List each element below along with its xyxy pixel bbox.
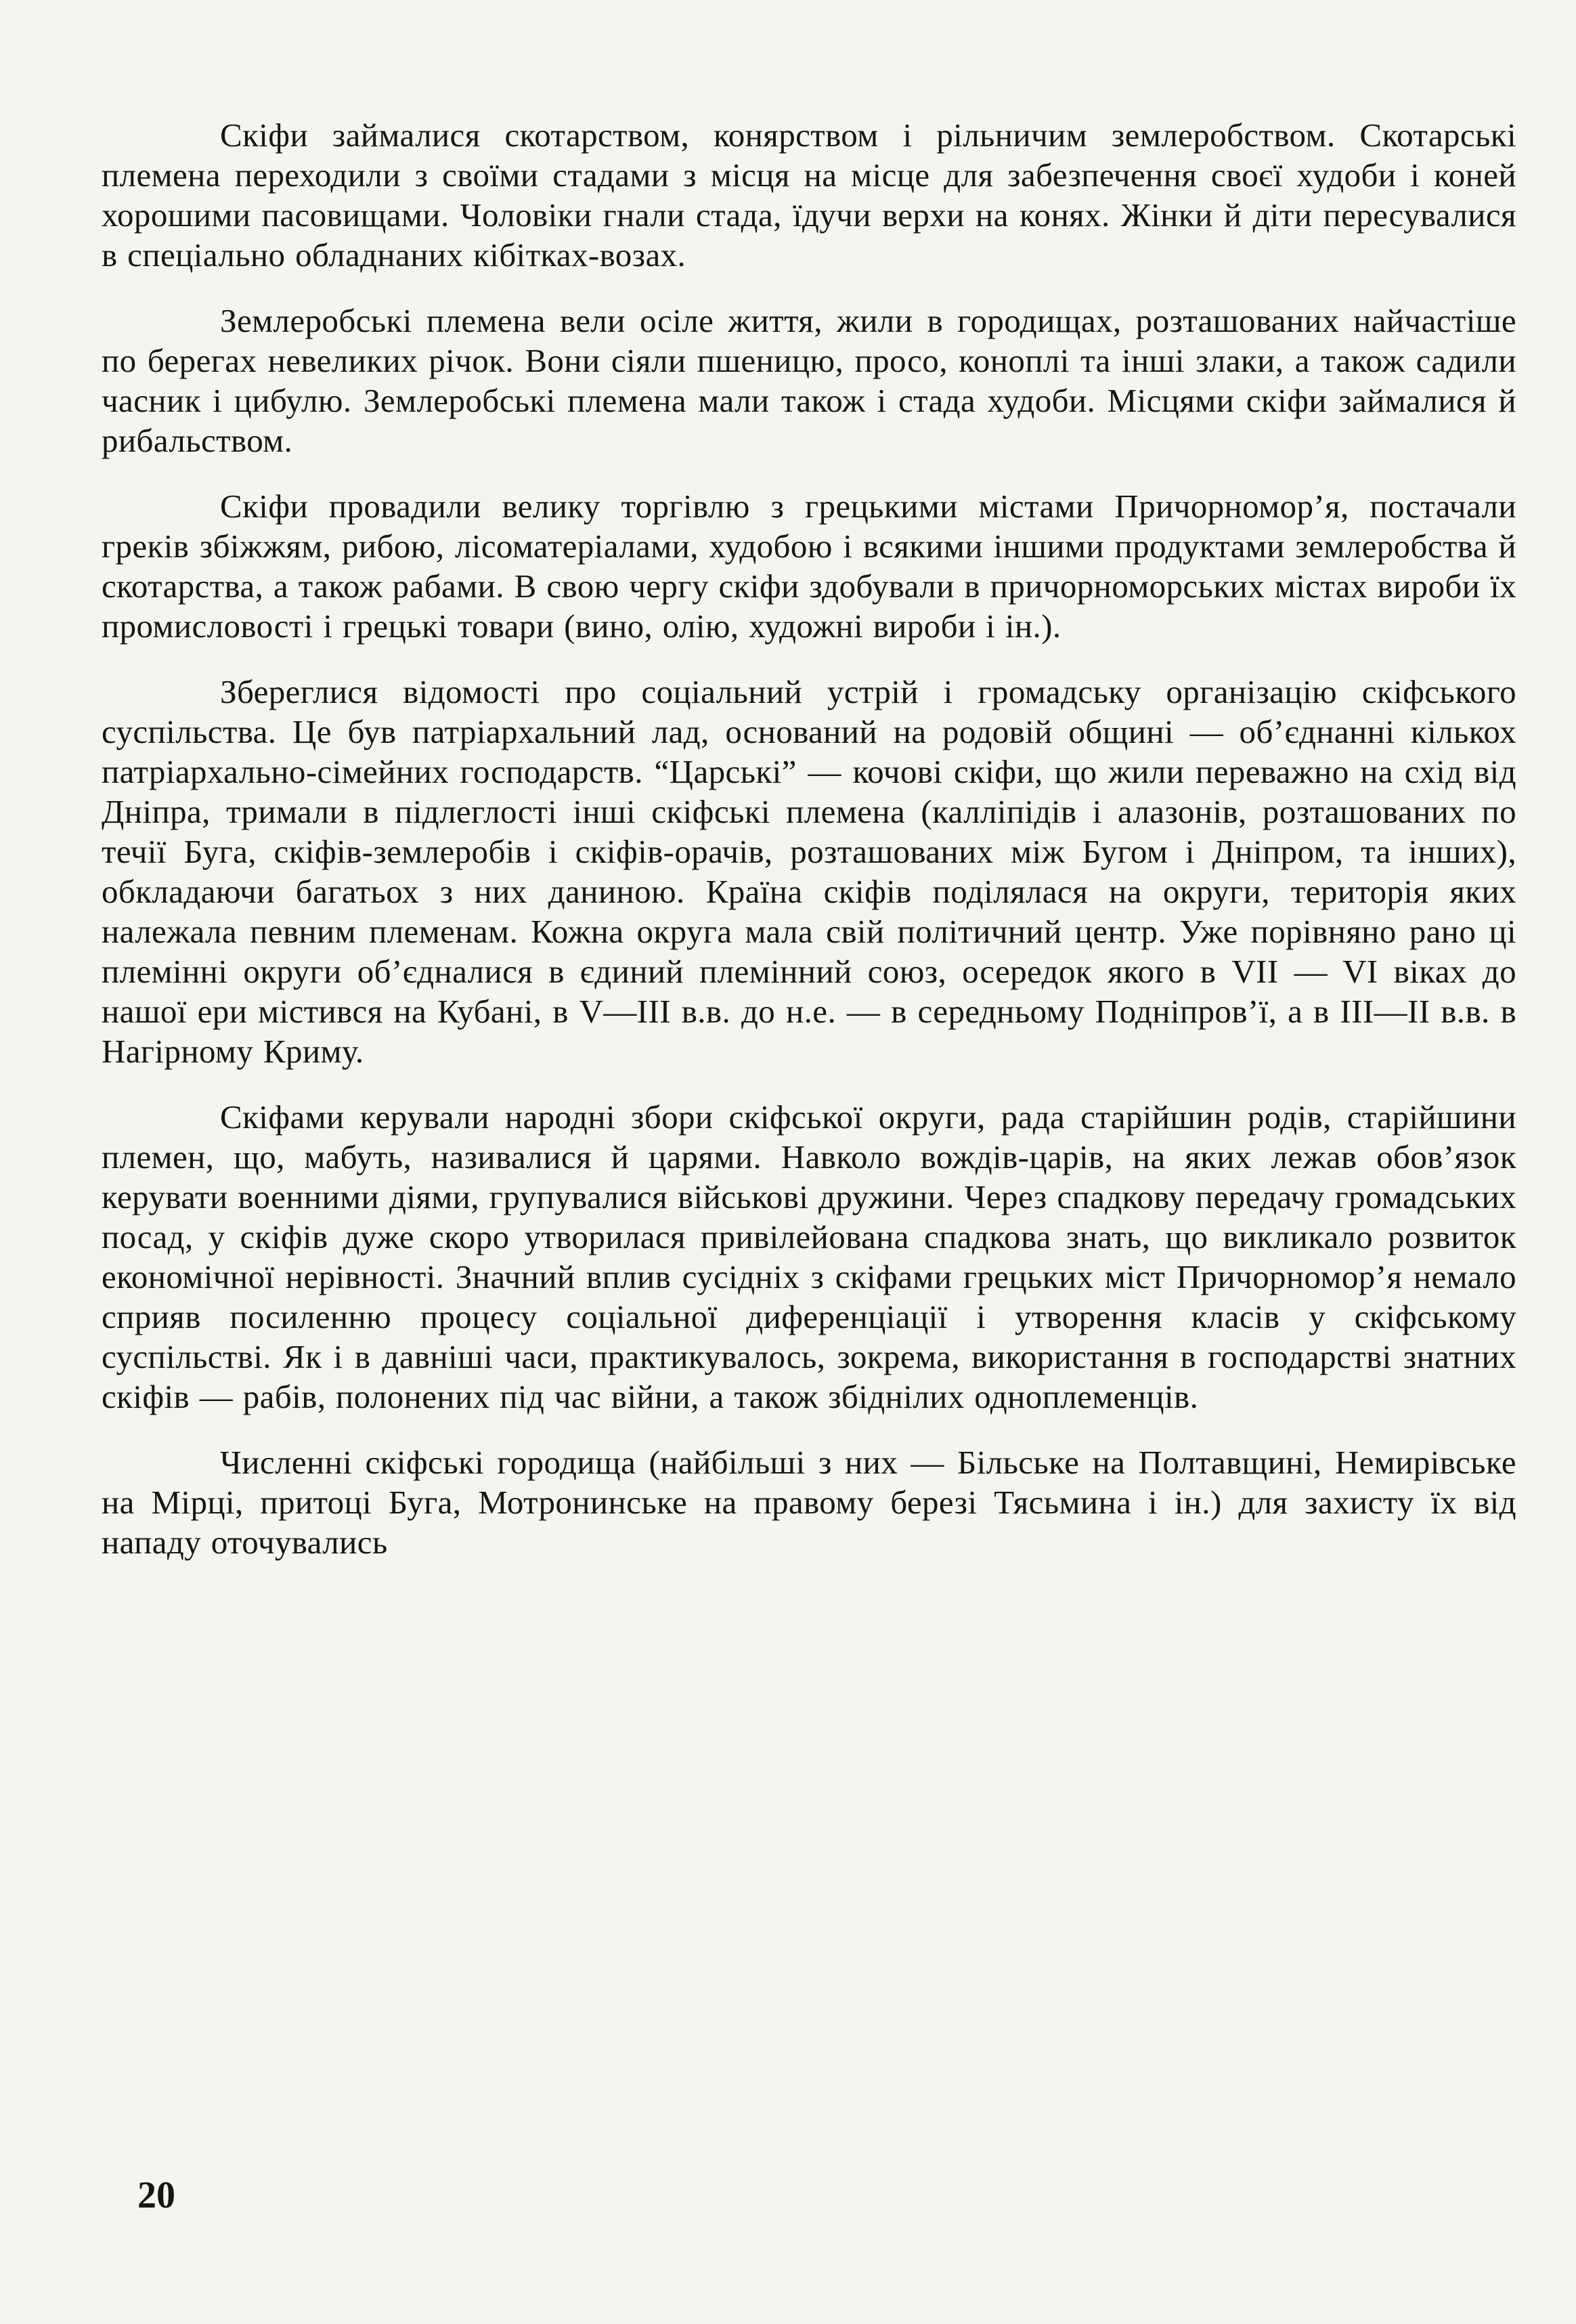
paragraph-2: Землеробські племена вели осіле життя, жили в городищах, розташованих найчастіше по берегах невеликих річок. Вони сіяли пшеницю, просо, коноплі та інші злаки, а також садили часник і цибулю. Землеробські племена мали також і стада худоби. Місцями скіфи займалися й рибальством.	[102, 302, 1516, 459]
paragraph-6: Численні скіфські городища (найбільші з них — Більське на Полтавщині, Немирівське на Мірці, притоці Буга, Мотронинське на правому березі Тясьмина і ін.) для захисту їх від нападу оточувались	[102, 1444, 1516, 1561]
paragraph-1: Скіфи займалися скотарством, конярством і рільничим землеробством. Скотарські племена переходили з своїми стадами з місця на місце для забезпечення своєї худоби і коней хорошими пасовищами. Чоловіки гнали стада, їдучи верхи на конях. Жінки й діти пересувалися в спеціально обладнаних кібітках-возах.	[102, 116, 1516, 274]
paragraph-5: Скіфами керували народні збори скіфської округи, рада старійшин родів, старійшини племен, що, мабуть, називалися й царями. Навколо вождів-царів, на яких лежав обов’язок керувати военними діями, групувалися військові дружини. Через спадкову передачу громадських посад, у скіфів дуже скоро утворилася привілейована спадкова знать, що викликало розвиток економічної нерівності. Значний вплив сусідніх з скіфами грецьких міст Причорномор’я немало сприяв посиленню процесу соціальної диференціації і утворення класів у скіфському суспільстві. Як і в давніші часи, практикувалось, зокрема, використання в господарстві знатних скіфів — рабів, полонених під час війни, а також збіднілих одноплеменців.	[102, 1098, 1516, 1415]
paragraph-4: Збереглися відомості про соціальний устрій і громадську організацію скіфського суспільства. Це був патріархальний лад, оснований на родовій общині — об’єднанні кількох патріархально-сімейних господарств. “Царські” — кочові скіфи, що жили переважно на схід від Дніпра, тримали в підлеглості інші скіфські племена (калліпідів і алазонів, розташованих по течії Буга, скіфів-землеробів і скіфів-орачів, розташованих між Бугом і Дніпром, та інших), обкладаючи багатьох з них даниною. Країна скіфів поділялася на округи, територія яких належала певним племенам. Кожна округа мала свій політичний центр. Уже порівняно рано ці племінні округи об’єдналися в єдиний племінний союз, осередок якого в VII — VI віках до нашої ери містився на Кубані, в V—III в.в. до н.е. — в середньому Подніпров’ї, а в III—II в.в. в Нагірному Криму.	[102, 673, 1516, 1070]
page-number: 20	[137, 2174, 175, 2216]
body-text	[102, 115, 1516, 1562]
paragraph-3: Скіфи провадили велику торгівлю з грецькими містами Причорномор’я, постачали греків збіжжям, рибою, лісоматеріалами, худобою і всякими іншими продуктами землеробства й скотарства, а також рабами. В свою чергу скіфи здобували в причорноморських містах вироби їх промисловості і грецькі товари (вино, олію, художні вироби і ін.).	[102, 488, 1516, 645]
